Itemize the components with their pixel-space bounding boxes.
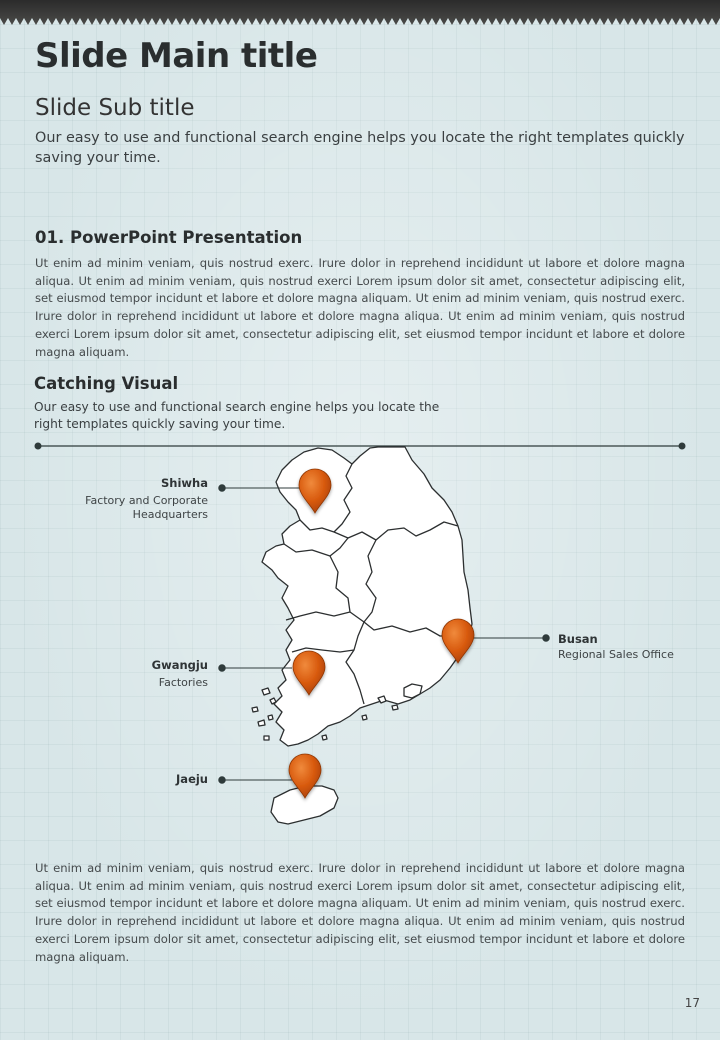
divider-dot-left — [35, 443, 42, 450]
location-description: Headquarters — [132, 508, 208, 521]
top-border-zigzag — [0, 0, 720, 26]
section-body: Ut enim ad minim veniam, quis nostrud exerc. Irure dolor in reprehend incididunt ut labore et dolore magna aliqua. Ut enim ad minim veniam, quis nostrud exerci Lorem ipsum dolor sit amet, consectetur adipiscing elit, set eiusmod tempor incidunt et labore et dolore magna aliquam. Ut enim ad minim veniam, quis nostrud exerc. Irure dolor in reprehend incididunt ut labore et dolore magna aliqua. Ut enim ad minim veniam, quis nostrud exerci Lorem ipsum dolor sit amet, consectetur adipiscing elit, set eiusmod tempor incidunt et labore et dolore magna aliquam. — [35, 256, 685, 359]
location-label-busan — [558, 632, 674, 662]
location-label-shiwha — [85, 476, 208, 522]
location-description: Factories — [158, 676, 208, 689]
section-heading: 01. PowerPoint Presentation — [35, 228, 303, 247]
location-description: Regional Sales Office — [558, 648, 674, 661]
location-name: Busan — [558, 632, 598, 646]
catching-visual-description: Our easy to use and functional search engine helps you locate the right templates quickly saving your time. — [34, 400, 440, 431]
intro-text: Our easy to use and functional search engine helps you locate the right templates quickly saving your time. — [35, 130, 685, 166]
main-title: Slide Main title — [35, 36, 318, 76]
closing-body: Ut enim ad minim veniam, quis nostrud exerc. Irure dolor in reprehend incididunt ut labore et dolore magna aliqua. Ut enim ad minim veniam, quis nostrud exerci Lorem ipsum dolor sit amet, consectetur adipiscing elit, set eiusmod tempor incidunt et labore et dolore magna aliquam. Ut enim ad minim veniam, quis nostrud exerc. Irure dolor in reprehend incididunt ut labore et dolore magna aliqua. Ut enim ad minim veniam, quis nostrud exerci Lorem ipsum dolor sit amet, consectetur adipiscing elit, set eiusmod tempor incidunt et labore et dolore magna aliquam. — [35, 861, 685, 964]
location-name: Gwangju — [151, 658, 208, 672]
location-label-jaeju — [176, 772, 208, 786]
location-name: Jaeju — [176, 772, 208, 786]
location-description: Factory and Corporate — [85, 494, 208, 507]
catching-visual-heading: Catching Visual — [34, 374, 179, 393]
sub-title: Slide Sub title — [35, 95, 195, 121]
location-label-gwangju — [152, 658, 208, 690]
page-number: 17 — [684, 996, 700, 1010]
location-name: Shiwha — [161, 476, 208, 490]
divider-dot-right — [679, 443, 686, 450]
